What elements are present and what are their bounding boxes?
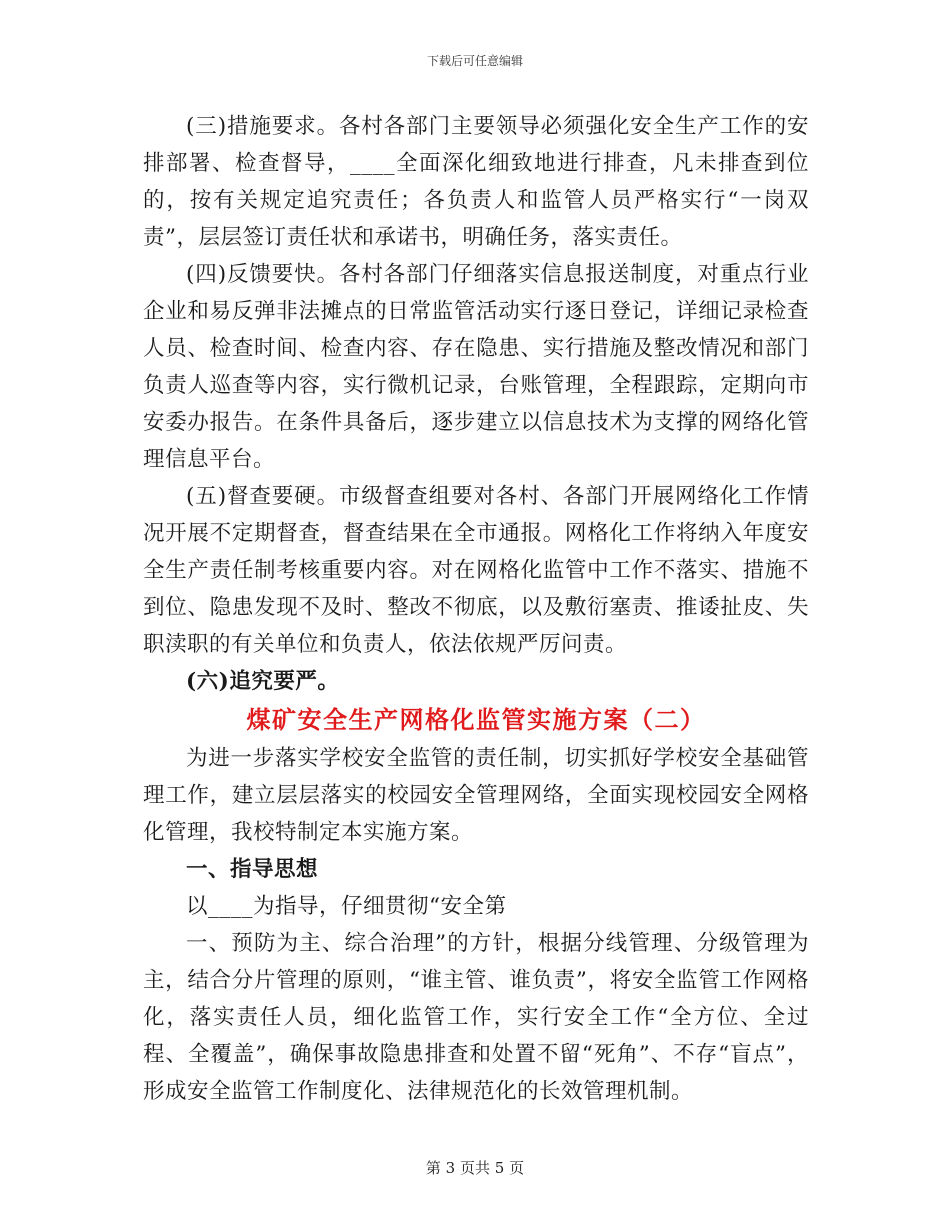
page-header-note: 下载后可任意编辑 — [426, 54, 523, 68]
guiding-ideology-line: 以____为指导，仔细贯彻“安全第 — [186, 894, 507, 919]
paragraph-feedback: (四)反馈要快。各村各部门仔细落实信息报送制度，对重点行业企业和易反弹非法摊点的日常监管活动实行逐日登记，详细记录检查人员、检查时间、检查内容、存在隐患、实行措施及整改情况和部门负责人巡查等内容，实行微机记录，台账管理，全程跟踪，定期向市安委办报告。在条件具备后，逐步建立以信息技术为支撑的网络化管理信息平台。 — [143, 262, 809, 472]
paragraph-accountability: (六)追究要严。 — [186, 669, 340, 694]
paragraph-supervision: (五)督查要硬。市级督查组要对各村、各部门开展网络化工作情况开展不定期督查，督查结果在全市通报。网格化工作将纳入年度安全生产责任制考核重要内容。对在网格化监管中工作不落实、措施不到位、隐患发现不及时、整改不彻底，以及敷衍塞责、推诿扯皮、失职渎职的有关单位和负责人，依法依规严厉问责。 — [143, 484, 809, 657]
guiding-ideology-heading: 一、指导思想 — [186, 857, 319, 882]
page-number: 第 3 页共 5 页 — [425, 1159, 525, 1177]
section-intro-paragraph: 为进一步落实学校安全监管的责任制，切实抓好学校安全基础管理工作，建立层层落实的校园安全管理网络，全面实现校园安全网格化管理，我校特制定本实施方案。 — [143, 746, 809, 845]
paragraph-measures: (三)措施要求。各村各部门主要领导必须强化安全生产工作的安排部署、检查督导，____全面深化细致地进行排查，凡未排查到位的，按有关规定追究责任；各负责人和监管人员严格实行“一岗双责”，层层签订责任状和承诺书，明确任务，落实责任。 — [143, 114, 809, 250]
document-body — [143, 108, 809, 1110]
guiding-ideology-paragraph: 一、预防为主、综合治理”的方针，根据分线管理、分级管理为主，结合分片管理的原则，“谁主管、谁负责”，将安全监管工作网格化，落实责任人员，细化监管工作，实行安全工作“全方位、全过程、全覆盖”，确保事故隐患排查和处置不留“死角”、不存“盲点”，形成安全监管工作制度化、法律规范化的长效管理机制。 — [143, 931, 809, 1104]
section-title: 煤矿安全生产网格化监管实施方案（二） — [246, 705, 706, 734]
